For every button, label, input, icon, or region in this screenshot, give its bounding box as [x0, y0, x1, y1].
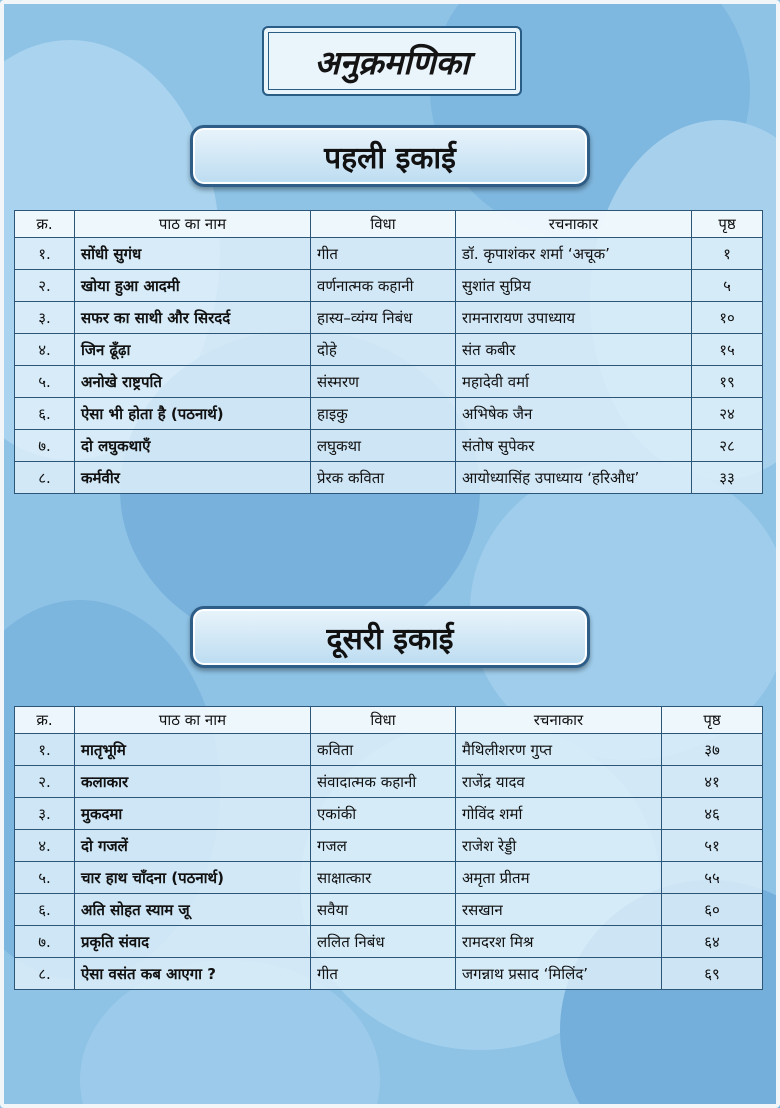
row-sn: ३.	[15, 302, 75, 334]
lesson-page: ५५	[662, 862, 763, 894]
row-sn: ३.	[15, 798, 75, 830]
lesson-page: ४१	[662, 766, 763, 798]
unit2-heading-box	[190, 606, 590, 668]
table-row	[15, 862, 763, 894]
table-row	[15, 926, 763, 958]
lesson-genre: संवादात्मक कहानी	[311, 766, 456, 798]
lesson-author: राजेंद्र यादव	[456, 766, 662, 798]
lesson-author: रसखान	[456, 894, 662, 926]
lesson-author: राजेश रेड्डी	[456, 830, 662, 862]
table-row	[15, 366, 763, 398]
lesson-page: १०	[692, 302, 763, 334]
lesson-genre: वर्णनात्मक कहानी	[311, 270, 456, 302]
lesson-genre: हास्य–व्यंग्य निबंध	[311, 302, 456, 334]
lesson-name: कर्मवीर	[75, 462, 311, 494]
lesson-page: १	[692, 238, 763, 270]
table-row	[15, 798, 763, 830]
lesson-name: अति सोहत स्याम जू	[75, 894, 311, 926]
table-row	[15, 462, 763, 494]
row-sn: १.	[15, 238, 75, 270]
lesson-genre: लघुकथा	[311, 430, 456, 462]
lesson-author: गोविंद शर्मा	[456, 798, 662, 830]
col-header-name: पाठ का नाम	[75, 211, 311, 238]
lesson-page: ५१	[662, 830, 763, 862]
col-header-author: रचनाकार	[456, 211, 692, 238]
lesson-page: १५	[692, 334, 763, 366]
lesson-genre: सवैया	[311, 894, 456, 926]
lesson-name: सफर का साथी और सिरदर्द	[75, 302, 311, 334]
row-sn: ५.	[15, 862, 75, 894]
lesson-name: सोंधी सुगंध	[75, 238, 311, 270]
lesson-page: ४६	[662, 798, 763, 830]
lesson-name: खोया हुआ आदमी	[75, 270, 311, 302]
lesson-page: ३७	[662, 734, 763, 766]
lesson-author: अभिषेक जैन	[456, 398, 692, 430]
lesson-genre: हाइकु	[311, 398, 456, 430]
lesson-author: रामदरश मिश्र	[456, 926, 662, 958]
index-title-box	[262, 26, 522, 96]
lesson-page: ६४	[662, 926, 763, 958]
lesson-author: महादेवी वर्मा	[456, 366, 692, 398]
unit2-heading: दूसरी इकाई	[326, 621, 454, 657]
lesson-name: दो लघुकथाएँ	[75, 430, 311, 462]
table-row	[15, 430, 763, 462]
table-row	[15, 766, 763, 798]
lesson-page: ६०	[662, 894, 763, 926]
col-header-page: पृष्ठ	[692, 211, 763, 238]
table-row	[15, 334, 763, 366]
lesson-page: ३३	[692, 462, 763, 494]
table-row	[15, 238, 763, 270]
unit1-heading-box	[190, 125, 590, 187]
table-row	[15, 958, 763, 990]
lesson-genre: ललित निबंध	[311, 926, 456, 958]
col-header-sn: क्र.	[15, 211, 75, 238]
lesson-genre: गीत	[311, 958, 456, 990]
col-header-page: पृष्ठ	[662, 707, 763, 734]
lesson-name: मुकदमा	[75, 798, 311, 830]
table-row	[15, 830, 763, 862]
row-sn: ८.	[15, 958, 75, 990]
lesson-author: अमृता प्रीतम	[456, 862, 662, 894]
lesson-genre: एकांकी	[311, 798, 456, 830]
unit1-table-header	[15, 211, 763, 238]
lesson-page: ६९	[662, 958, 763, 990]
row-sn: ५.	[15, 366, 75, 398]
table-row	[15, 302, 763, 334]
lesson-genre: कविता	[311, 734, 456, 766]
lesson-author: सुशांत सुप्रिय	[456, 270, 692, 302]
lesson-name: जिन ढूँढ़ा	[75, 334, 311, 366]
row-sn: ४.	[15, 830, 75, 862]
row-sn: ७.	[15, 926, 75, 958]
lesson-page: १९	[692, 366, 763, 398]
unit1-heading: पहली इकाई	[324, 140, 456, 176]
table-row	[15, 270, 763, 302]
table-row	[15, 398, 763, 430]
lesson-name: चार हाथ चाँदना (पठनार्थ)	[75, 862, 311, 894]
lesson-genre: गीत	[311, 238, 456, 270]
lesson-author: संतोष सुपेकर	[456, 430, 692, 462]
row-sn: २.	[15, 766, 75, 798]
row-sn: २.	[15, 270, 75, 302]
unit1-table	[14, 210, 763, 494]
lesson-page: ५	[692, 270, 763, 302]
lesson-author: रामनारायण उपाध्याय	[456, 302, 692, 334]
row-sn: ७.	[15, 430, 75, 462]
table-row	[15, 734, 763, 766]
unit2-table	[14, 706, 763, 990]
lesson-name: कलाकार	[75, 766, 311, 798]
lesson-name: ऐसा वसंत कब आएगा ?	[75, 958, 311, 990]
lesson-genre: साक्षात्कार	[311, 862, 456, 894]
lesson-name: अनोखे राष्ट्रपति	[75, 366, 311, 398]
lesson-genre: दोहे	[311, 334, 456, 366]
unit2-table-header	[15, 707, 763, 734]
row-sn: ६.	[15, 398, 75, 430]
row-sn: १.	[15, 734, 75, 766]
lesson-genre: प्रेरक कविता	[311, 462, 456, 494]
row-sn: ८.	[15, 462, 75, 494]
lesson-author: डॉ. कृपाशंकर शर्मा ‘अचूक’	[456, 238, 692, 270]
lesson-page: २४	[692, 398, 763, 430]
col-header-genre: विधा	[311, 211, 456, 238]
col-header-name: पाठ का नाम	[75, 707, 311, 734]
col-header-genre: विधा	[311, 707, 456, 734]
lesson-name: ऐसा भी होता है (पठनार्थ)	[75, 398, 311, 430]
lesson-author: जगन्नाथ प्रसाद ‘मिलिंद’	[456, 958, 662, 990]
col-header-sn: क्र.	[15, 707, 75, 734]
col-header-author: रचनाकार	[456, 707, 662, 734]
table-row	[15, 894, 763, 926]
page-title: अनुक्रमणिका	[314, 42, 470, 82]
row-sn: ६.	[15, 894, 75, 926]
lesson-author: मैथिलीशरण गुप्त	[456, 734, 662, 766]
row-sn: ४.	[15, 334, 75, 366]
lesson-page: २८	[692, 430, 763, 462]
lesson-author: आयोध्यासिंह उपाध्याय ‘हरिऔध’	[456, 462, 692, 494]
lesson-genre: गजल	[311, 830, 456, 862]
lesson-name: प्रकृति संवाद	[75, 926, 311, 958]
lesson-author: संत कबीर	[456, 334, 692, 366]
lesson-genre: संस्मरण	[311, 366, 456, 398]
lesson-name: दो गजलें	[75, 830, 311, 862]
lesson-name: मातृभूमि	[75, 734, 311, 766]
